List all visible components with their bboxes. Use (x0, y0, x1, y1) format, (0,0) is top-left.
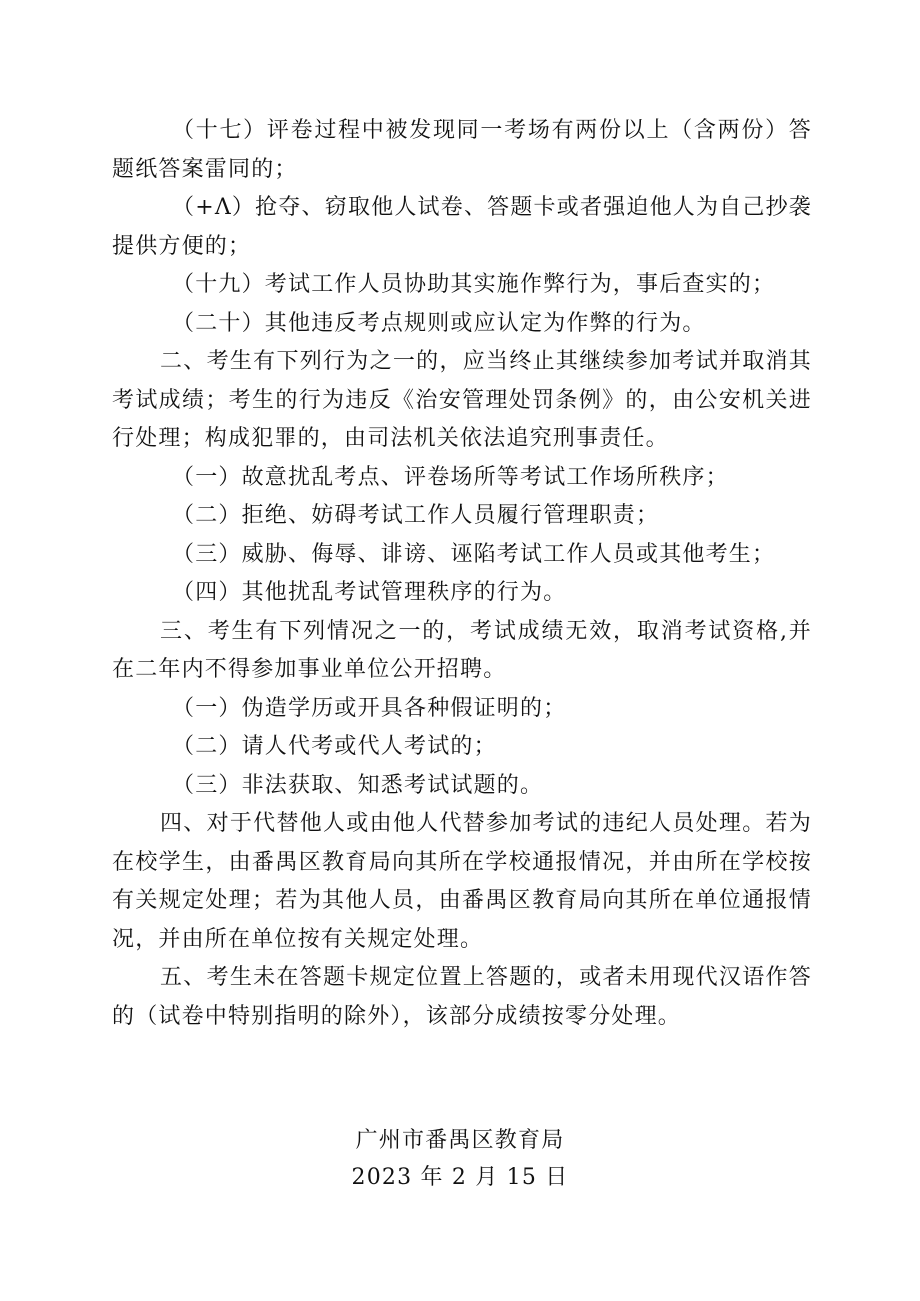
section-2-item-3: （三）威胁、侮辱、诽谤、诬陷考试工作人员或其他考生； (172, 541, 776, 567)
issue-date: 2023 年 2 月 15 日 (351, 1165, 569, 1190)
section-3-item-2: （二）请人代考或代人考试的； (172, 734, 497, 759)
section-4: 四、对于代替他人或由他人代替参加考试的违纪人员处理。若为在校学生，由番禺区教育局向其所在学校通报情况，并由所在学校按有关规定处理；若为其他人员，由番禺区教育局向其所在单位通报情况，并由所在单位按有关规定处理。 (112, 811, 812, 952)
clause-18: （+Λ）抢夺、窃取他人试卷、答题卡或者强迫他人为自己抄袭提供方便的； (112, 195, 812, 259)
clause-19: （十九）考试工作人员协助其实施作弊行为，事后查实的； (172, 272, 776, 297)
section-2-item-4: （四）其他扰乱考试管理秩序的行为。 (172, 580, 567, 605)
clause-17: （十七）评卷过程中被发现同一考场有两份以上（含两份）答题纸答案雷同的； (112, 118, 812, 182)
section-3: 三、考生有下列情况之一的，考试成绩无效，取消考试资格,并在二年内不得参加事业单位公开招聘。 (112, 618, 812, 682)
section-2-item-2: （二）拒绝、妨碍考试工作人员履行管理职责； (172, 503, 660, 528)
section-5: 五、考生未在答题卡规定位置上答题的，或者未用现代汉语作答的（试卷中特别指明的除外），该部分成绩按零分处理。 (112, 965, 812, 1029)
clause-20: （二十）其他违反考点规则或应认定为作弊的行为。 (172, 310, 706, 336)
section-3-item-1: （一）伪造学历或开具各种假证明的； (172, 695, 567, 721)
section-3-item-3: （三）非法获取、知悉考试试题的。 (172, 772, 544, 798)
section-2-item-1: （一）故意扰乱考点、评卷场所等考试工作场所秩序； (172, 464, 729, 490)
issuing-organization: 广州市番禺区教育局 (355, 1128, 565, 1153)
section-2: 二、考生有下列行为之一的，应当终止其继续参加考试并取消其考试成绩；考生的行为违反《治安管理处罚条例》的，由公安机关进行处理；构成犯罪的，由司法机关依法追究刑事责任。 (112, 349, 812, 451)
document-body (112, 112, 812, 1036)
